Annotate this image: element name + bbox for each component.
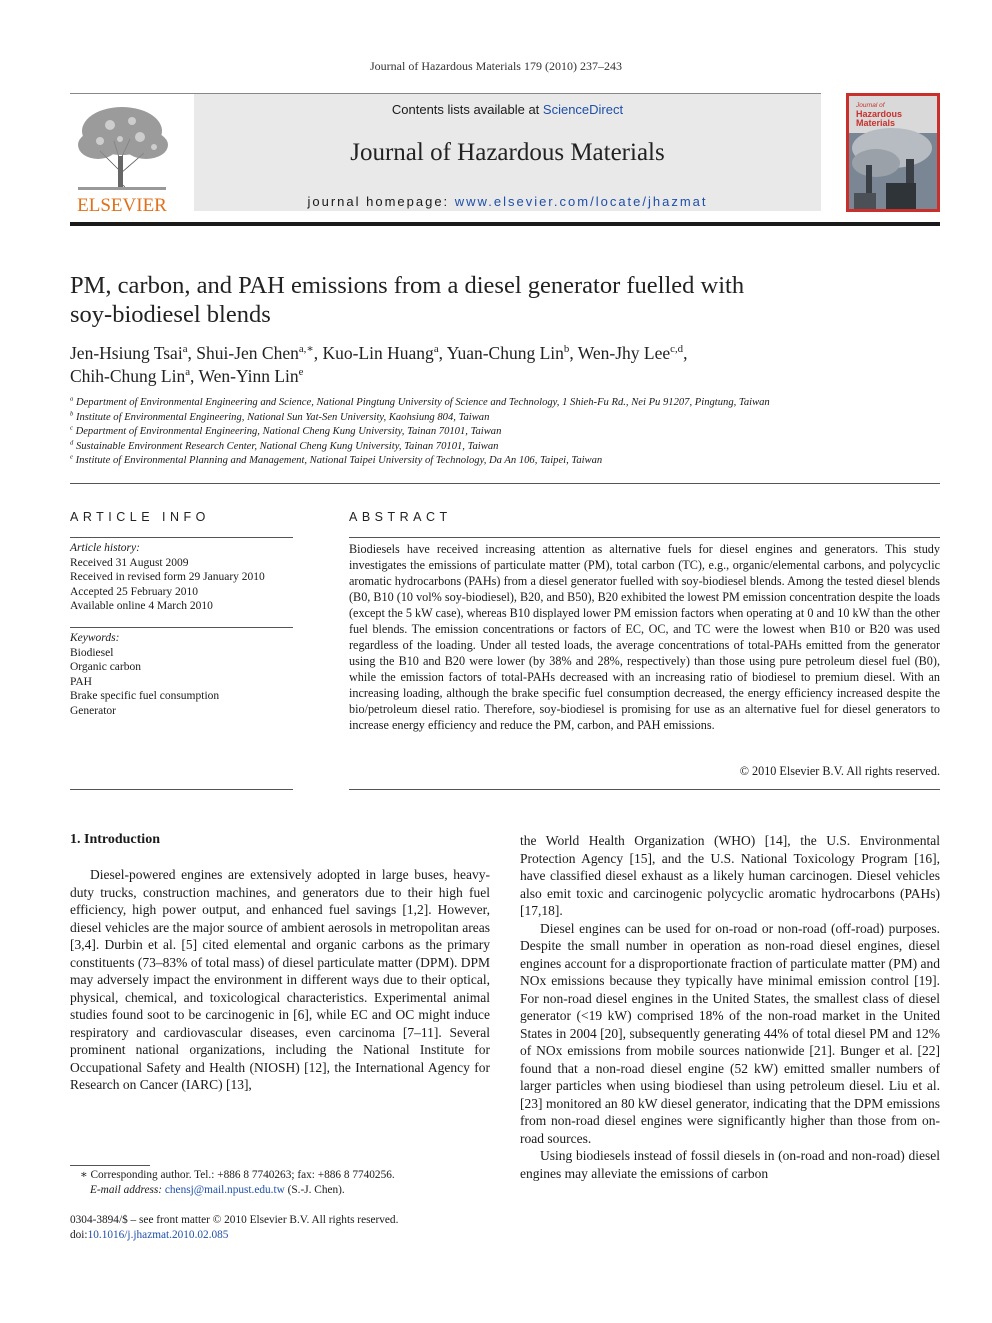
homepage-prefix: journal homepage: [307, 194, 455, 209]
doi-link[interactable]: 10.1016/j.jhazmat.2010.02.085 [87, 1228, 229, 1241]
article-title-line-2: soy-biodiesel blends [70, 301, 271, 328]
article-info-rule [70, 789, 293, 790]
paragraph: the World Health Organization (WHO) [14], the U.S. Environmental Protection Agency [15], and the U.S. National Toxicology Program [16], have classified diesel exhaust as a likely human carcinogen. Diesel vehicles also emit toxic and carcinogenic polycyclic aromatic hydrocarbons (PAHs) [17,18]. [520, 833, 940, 918]
keywords-label: Keywords: [70, 632, 120, 644]
paragraph: Using biodiesels instead of fossil diesels in (on-road and non-road) diesel engines may alleviate the emissions of carbon [520, 1148, 940, 1181]
affiliations [70, 396, 950, 469]
keyword: Brake specific fuel consumption [70, 690, 220, 702]
homepage-line [194, 194, 821, 209]
section-divider [70, 483, 940, 484]
affiliation: $^e$ Institute of Environmental Planning and Management, National Taipei University of Technology, Da An 106, Taipei, Taiwan [70, 453, 603, 466]
sciencedirect-link[interactable]: ScienceDirect [542, 102, 624, 117]
article-title [70, 271, 870, 329]
contents-prefix: Contents lists available at [391, 102, 543, 117]
author[interactable]: Shui-Jen Chen$^{a,∗}$ [196, 343, 314, 363]
copyright-notice: © 2010 Elsevier B.V. All rights reserved. [739, 764, 940, 778]
keyword: PAH [70, 675, 92, 688]
svg-text:Journal of: Journal of [856, 102, 885, 109]
email-suffix: (S.-J. Chen). [284, 1183, 345, 1196]
affiliation: $^c$ Department of Environmental Engineering, National Cheng Kung University, Tainan 70101, Taiwan [70, 424, 502, 437]
author[interactable]: Chih-Chung Lin$^a$ [70, 366, 191, 386]
svg-text:Materials: Materials [856, 118, 896, 128]
journal-name: Journal of Hazardous Materials [350, 139, 665, 166]
email-link[interactable]: chensj@mail.npust.edu.tw [164, 1183, 285, 1196]
email-label: E-mail address: [90, 1183, 165, 1196]
contents-line [194, 102, 821, 117]
history-item: Received in revised form 29 January 2010 [70, 571, 265, 583]
author[interactable]: Wen-Jhy Lee$^{c,d}$ [577, 343, 684, 363]
history-item: Received 31 August 2009 [70, 556, 189, 569]
elsevier-wordmark: ELSEVIER [77, 195, 167, 213]
running-head: Journal of Hazardous Materials 179 (2010) 237–243 [370, 59, 622, 73]
affiliation: $^b$ Institute of Environmental Engineering, National Sun Yat-Sen University, Kaohsiung 804, Taiwan [70, 409, 490, 423]
header-thick-rule [70, 222, 940, 226]
abstract-text: Biodiesels have received increasing attention as alternative fuels for diesel engines and generators. This study investigates the emissions of particulate matter (PM), total carbon (TC), e.g., organic/elemental carbons, and polycyclic aromatic hydrocarbons (PAHs) from a diesel generator fuelled with soy-biodiesel blends. Among the tested diesel blends (B0, B10 (10 vol% soy-biodiesel), B20, and B50), B20 exhibited the lowest PM emission concentration despite the loads (except the 5 kW case), whereas B10 displayed lower PM emission factors when operating at 0 and 10 kW than the other fuel blends. The emission concentrations or factors of EC, OC, and TC were the lowest when B10 or B20 was used regardless of the loading. Under all tested loads, the average concentrations of total-PAHs emitted from the generator using the B10 and B20 were lower (by 38% and 28%, respectively) than those using pure petroleum diesel fuel (B0), while the emission factors of total-PAHs decreased with an increasing ratio of biodiesel to premium diesel. With an increasing loading, although the brake specific fuel consumption decreased, the energy efficiency increased despite the bio/petroleum diesel ratio. Therefore, soy-biodiesel is promising for use as an alternative fuel for diesel generators to increase energy efficiency and reduce the PM, carbon, and PAH emissions. [349, 542, 940, 732]
abstract-heading: ABSTRACT [349, 510, 452, 524]
paragraph: Diesel engines can be used for on-road or non-road (off-road) purposes. Despite the small number in operation as non-road diesel engines, diesel engines account for a disproportionate fraction of particulate matter (PM) and NOx emissions because they typically have minimal emission control [19]. For non-road diesel engines in the United States, the smallest class of diesel generator (<19 kW) comprised 18% of the non-road market in the United States in 2004 [20], subsequently generating 44% of total diesel PM and 12% of NOx emissions from mobile sources nationwide [21]. Bunger et al. [22] found that a non-road diesel engine (52 kW) emitted smaller numbers of larger particles when using biodiesel than using petroleum diesel. Liu et al. [23] monitored an 80 kW diesel generator, indicating that the DPM emissions from non-road diesel engines were significantly higher than those from on-road sources. [520, 920, 940, 1146]
article-title-line-1: PM, carbon, and PAH emissions from a diesel generator fuelled with [70, 272, 745, 299]
history-item: Available online 4 March 2010 [70, 600, 213, 612]
doi-label: doi: [70, 1228, 88, 1241]
paragraph: Diesel-powered engines are extensively adopted in large buses, heavy-duty trucks, construction machines, and generators due to their high fuel efficiency, high power output, and enhanced fuel savings [1,2]. However, diesel vehicles are the major source of ambient aerosols in metropolitan areas [3,4]. Durbin et al. [5] cited elemental and organic carbons as the primary constituents (73–83% of total mass) of diesel particulate matter (DPM). DPM may adversely impact the environment in different ways due to their optical, physical, chemical, and toxicological characteristics. Experimental animal studies found soot to be carcinogenic in [6], while EC and OC might induce respiratory and cardiovascular diseases, even carcinoma [7–11]. Several prominent national organizations, including the National Institute for Occupational Safety and Health (NIOSH) [12], the International Agency for Research on Cancer (IARC) [13], [70, 867, 490, 1092]
abstract-rule [349, 789, 940, 790]
front-matter [70, 1213, 500, 1242]
article-info-rule [70, 537, 293, 538]
history-label: Article history: [70, 542, 140, 554]
article-history [70, 541, 300, 614]
corresponding-author-footnote [70, 1168, 500, 1197]
body-column-left [70, 866, 490, 1094]
article-info-rule [70, 627, 293, 628]
elsevier-tree-icon [70, 101, 174, 213]
affiliation: $^d$ Sustainable Environment Research Center, National Cheng Kung University, Tainan 70101, Taiwan [70, 438, 499, 452]
history-item: Accepted 25 February 2010 [70, 585, 199, 598]
author-list: Jen-Hsiung Tsai$^a$, Shui-Jen Chen$^{a,∗}$, Kuo-Lin Huang$^a$, Yuan-Chung Lin$^b$, Wen-Jhy Lee$^{c,d}$, Chih-Chung Lin$^a$, Wen-Yinn Lin$^e$ [70, 343, 688, 386]
affiliation: $^a$ Department of Environmental Engineering and Science, National Pingtung University of Science and Technology, 1 Shieh-Fu Rd., Nei Pu 91207, Pingtung, Taiwan [70, 395, 770, 408]
author[interactable]: Yuan-Chung Lin$^b$ [446, 343, 570, 363]
keywords [70, 631, 300, 718]
corresponding-author: ∗ Corresponding author. Tel.: +886 8 7740263; fax: +886 8 7740256. [80, 1169, 395, 1181]
keyword: Generator [70, 704, 116, 717]
elsevier-logo[interactable] [70, 101, 174, 213]
author[interactable]: Jen-Hsiung Tsai$^a$ [70, 343, 188, 363]
homepage-link[interactable]: www.elsevier.com/locate/jhazmat [454, 194, 708, 209]
footnote-rule [70, 1165, 150, 1166]
keyword: Organic carbon [70, 661, 141, 673]
introduction-heading: 1. Introduction [70, 832, 160, 847]
front-matter-notice: 0304-3894/$ – see front matter © 2010 Elsevier B.V. All rights reserved. [70, 1214, 399, 1226]
journal-cover-icon [846, 93, 940, 212]
svg-text:Hazardous: Hazardous [856, 109, 903, 119]
author[interactable]: Kuo-Lin Huang$^a$ [322, 343, 439, 363]
journal-cover-thumbnail[interactable] [846, 93, 940, 212]
body-column-right [520, 832, 940, 1182]
article-info-heading: ARTICLE INFO [70, 510, 210, 524]
keyword: Biodiesel [70, 646, 114, 659]
abstract-rule [349, 537, 940, 538]
author[interactable]: Wen-Yinn Lin$^e$ [198, 366, 304, 386]
